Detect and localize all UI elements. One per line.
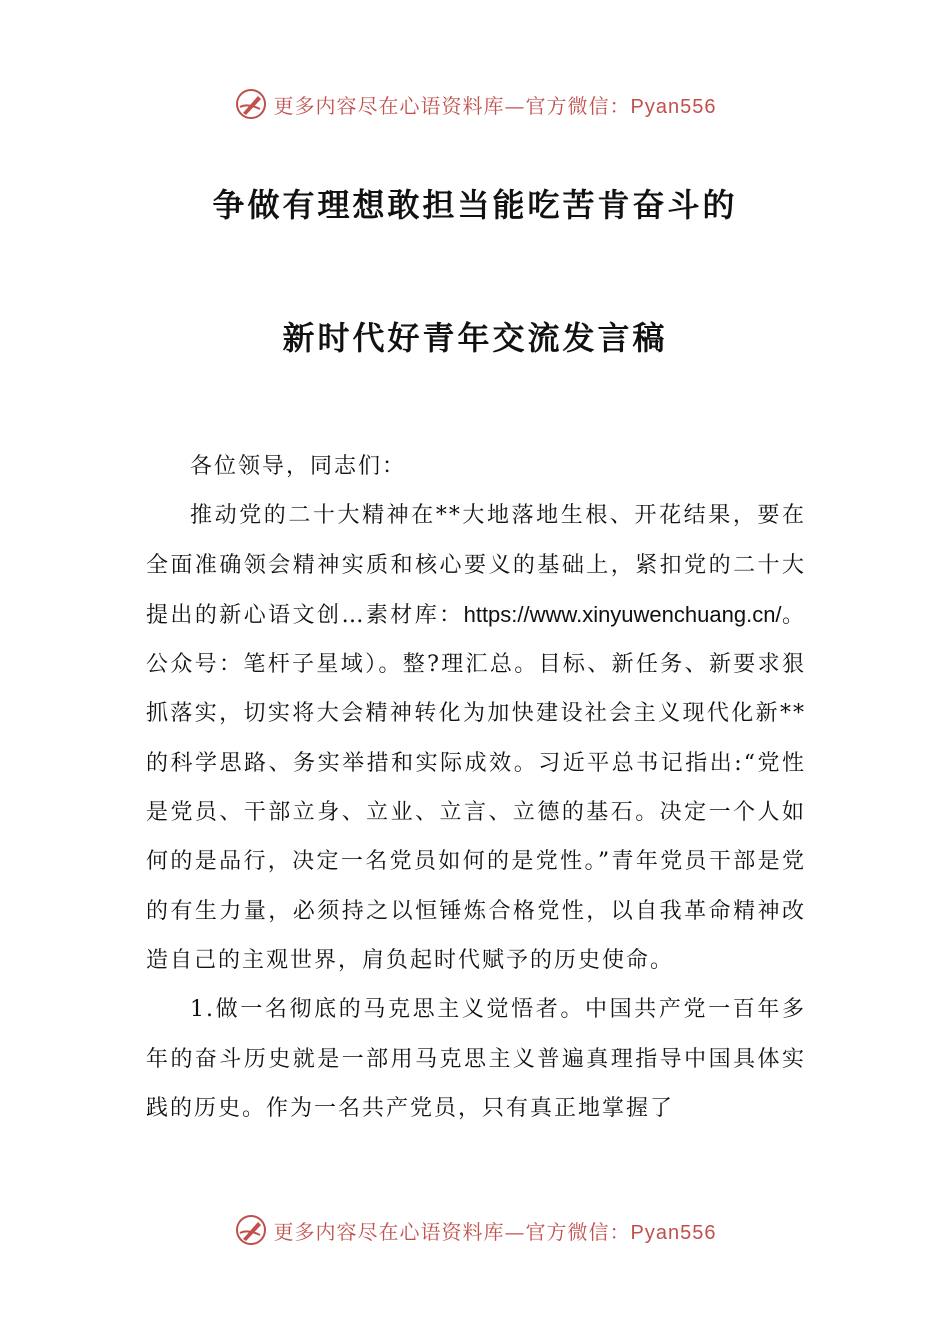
title-line-1: 争做有理想敢担当能吃苦肯奋斗的 — [212, 186, 738, 224]
pen-logo-icon — [234, 1213, 268, 1247]
header-wechat-id: Pyan556 — [630, 95, 717, 118]
source-url: https://www.xinyuwenchuang.cn/ — [463, 601, 782, 627]
paragraph-1-part-b: 。公众号：笔杆子星域）。整?理汇总。目标、新任务、新要求狠抓落实，切实将大会精神转化为加快建设社会主义现代化新**的科学思路、务实举措和实际成效。习近平总书记指出:“党性是党员、干部立身、立业、立言、立德的基石。决定一个人如何的是品行，决定一名党员如何的是党性。”青年党员干部是党的有生力量，必须持之以恒锤炼合格党性，以自我革命精神改造自己的主观世界，肩负起时代赋予的历史使命。 — [146, 602, 806, 973]
paragraph-1 — [146, 491, 806, 985]
paragraph-2: 1.做一名彻底的马克思主义觉悟者。中国共产党一百年多年的奋斗历史就是一部用马克思主义普遍真理指导中国具体实践的历史。作为一名共产党员，只有真正地掌握了 — [146, 997, 806, 1121]
footer-wechat-id: Pyan556 — [630, 1221, 717, 1244]
pen-logo-icon — [234, 87, 268, 121]
title-line-2: 新时代好青年交流发言稿 — [282, 319, 668, 357]
header-banner — [0, 86, 950, 122]
paragraph-1-part-a: 推动党的二十大精神在**大地落地生根、开花结果，要在全面准确领会精神实质和核心要义的基础上，紧扣党的二十大提出的新心语文创…素材库： — [146, 503, 806, 628]
document-body — [146, 442, 806, 1133]
footer-banner — [0, 1212, 950, 1248]
header-banner-text: 更多内容尽在心语资料库—官方微信： — [273, 93, 631, 118]
footer-banner-text: 更多内容尽在心语资料库—官方微信： — [273, 1219, 631, 1244]
salutation: 各位领导，同志们： — [190, 454, 407, 479]
